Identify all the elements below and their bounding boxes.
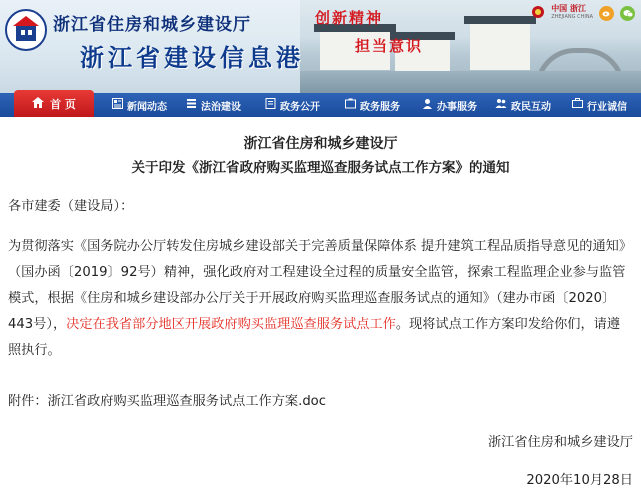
nav-label-news: 新闻动态 [127, 101, 167, 113]
home-icon [32, 97, 44, 111]
site-name[interactable]: 浙江省住房和城乡建设厅 [53, 15, 251, 35]
credit-icon [572, 98, 583, 112]
salutation: 各市建委（建设局）： [8, 199, 134, 214]
nav-item-law[interactable] [186, 93, 241, 117]
nav-label-credit: 行业诚信 [587, 101, 627, 113]
zhejiang-emblem-icon [531, 4, 545, 23]
body-text-part1: 为贯彻落实《国务院办公厅转发住房城乡建设部关于完善质量保障体系 提升建筑工程品质指导意见的通知》（国办函〔2019〕92号）精神，强化政府对工程建设全过程的质量安全监管，探索工程监理企业参与监管模式，根据《住房和城乡建设部办公厅关于开展政府购买监理巡查服务试点的通知》（建办市函〔2020〕443号）， [8, 239, 633, 332]
news-icon [112, 98, 123, 112]
gov-service-icon [345, 98, 356, 112]
nav-item-home[interactable] [14, 90, 94, 117]
nav-item-credit[interactable] [572, 93, 627, 117]
interaction-icon [495, 98, 507, 112]
body-text-part2: 。现将试点工作方案印发给你们，请遵照执行。 [8, 317, 621, 358]
top-right-links [531, 3, 635, 23]
nav-item-gov-service[interactable] [345, 93, 400, 117]
nav-item-interaction[interactable] [495, 93, 551, 117]
wechat-icon[interactable] [620, 6, 635, 21]
nav-label-interaction: 政民互动 [511, 101, 551, 113]
article-body [8, 234, 633, 364]
main-nav [0, 93, 641, 117]
nav-label-law: 法治建设 [201, 101, 241, 113]
attachment-link[interactable]: 附件：浙江省政府购买监理巡查服务试点工作方案.doc [8, 394, 327, 409]
china-zhejiang-label[interactable]: 中国 浙江 ZHEJIANG CHINA [551, 4, 593, 20]
article-title: 关于印发《浙江省政府购买监理巡查服务试点工作方案》的通知 [131, 160, 510, 176]
slogan-responsibility: 担当意识 [355, 37, 424, 55]
site-banner [0, 0, 641, 93]
site-logo[interactable] [5, 9, 47, 51]
signature: 浙江省住房和城乡建设厅 [487, 435, 633, 450]
article-title-issuer: 浙江省住房和城乡建设厅 [243, 136, 398, 152]
weibo-icon[interactable] [599, 6, 614, 21]
nav-item-open-gov[interactable] [265, 93, 320, 117]
law-icon [186, 98, 197, 112]
slogan-innovation: 创新精神 [315, 9, 384, 27]
nav-label-home: 首 页 [50, 97, 76, 111]
publish-date: 2020年10月28日 [526, 473, 633, 488]
affairs-icon [422, 98, 433, 112]
open-gov-icon [265, 98, 276, 112]
body-text-highlight: 决定在我省部分地区开展政府购买监理巡查服务试点工作 [66, 317, 396, 332]
nav-item-news[interactable] [112, 93, 167, 117]
nav-item-affairs[interactable] [422, 93, 477, 117]
nav-label-gov-service: 政务服务 [360, 101, 400, 113]
nav-label-open-gov: 政务公开 [280, 101, 320, 113]
nav-label-affairs: 办事服务 [437, 101, 477, 113]
site-subtitle: 浙江省建设信息港 [80, 43, 304, 72]
